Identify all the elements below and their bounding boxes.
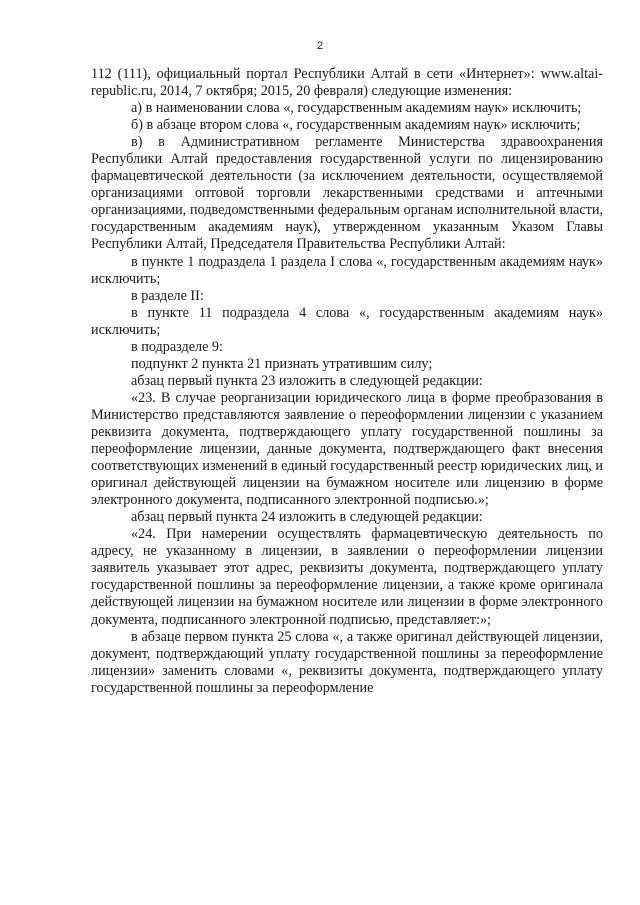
paragraph: подпункт 2 пункта 21 признать утратившим силу; <box>131 355 433 372</box>
paragraph: «23. В случае реорганизации юридического лица в форме преобразования в Министерство представляются заявление о переоформлении лицензии с указанием реквизита документа, подтверждающего уплату государственной пошлины за переоформление лицензии, данные документа, подтверждающего факт внесения соответствующих изменений в единый государственный реестр юридических лиц, и оригинал действующей лицензии на бумажном носителе или лицензию в форме электронного документа, подписанного электронной подписью.»; <box>91 389 603 509</box>
paragraph: «24. При намерении осуществлять фармацевтическую деятельность по адресу, не указанному в лицензии, в заявлении о переоформлении лицензии заявитель указывает этот адрес, реквизиты документа, подтверждающего уплату государственной пошлины за переоформление лицензии, а также кроме оригинала действующей лицензии на бумажном носителе или лицензии в форме электронного документа, подписанного электронной подписью, представляет:»; <box>91 526 603 628</box>
paragraph: в разделе II: <box>131 287 204 304</box>
paragraph: б) в абзаце втором слова «, государственным академиям наук» исключить; <box>131 117 581 134</box>
paragraph: в пункте 1 подраздела 1 раздела I слова «, государственным академиям наук» исключить; <box>91 253 603 287</box>
paragraph: 112 (111), официальный портал Республики Алтай в сети «Интернет»: www.altai-republic.ru, 2014, 7 октября; 2015, 20 февраля) следующие изменения: <box>91 66 603 100</box>
document-body <box>91 66 603 697</box>
paragraph: в) в Административном регламенте Министерства здравоохранения Республики Алтай предоставления государственной услуги по лицензированию фармацевтической деятельности (за исключением деятельности, осуществляемой организациями оптовой торговли лекарственными средствами и аптечными организациями, подведомственными федеральным органам исполнительной власти, государственным академиям наук), утвержденном указанным Указом Главы Республики Алтай, Председателя Правительства Республики Алтай: <box>91 134 603 253</box>
paragraph: в подразделе 9: <box>131 338 223 355</box>
paragraph: в пункте 11 подраздела 4 слова «, государственным академиям наук» исключить; <box>91 304 603 338</box>
page-number: 2 <box>316 40 324 52</box>
paragraph: в абзаце первом пункта 25 слова «, а также оригинал действующей лицензии, документ, подтверждающий уплату государственной пошлины за переоформление лицензии» заменить словами «, реквизиты документа, подтверждающего уплату государственной пошлины за переоформление <box>91 628 603 696</box>
paragraph: абзац первый пункта 23 изложить в следующей редакции: <box>131 372 483 389</box>
paragraph: абзац первый пункта 24 изложить в следующей редакции: <box>131 509 483 526</box>
paragraph: а) в наименовании слова «, государственным академиям наук» исключить; <box>131 100 582 117</box>
